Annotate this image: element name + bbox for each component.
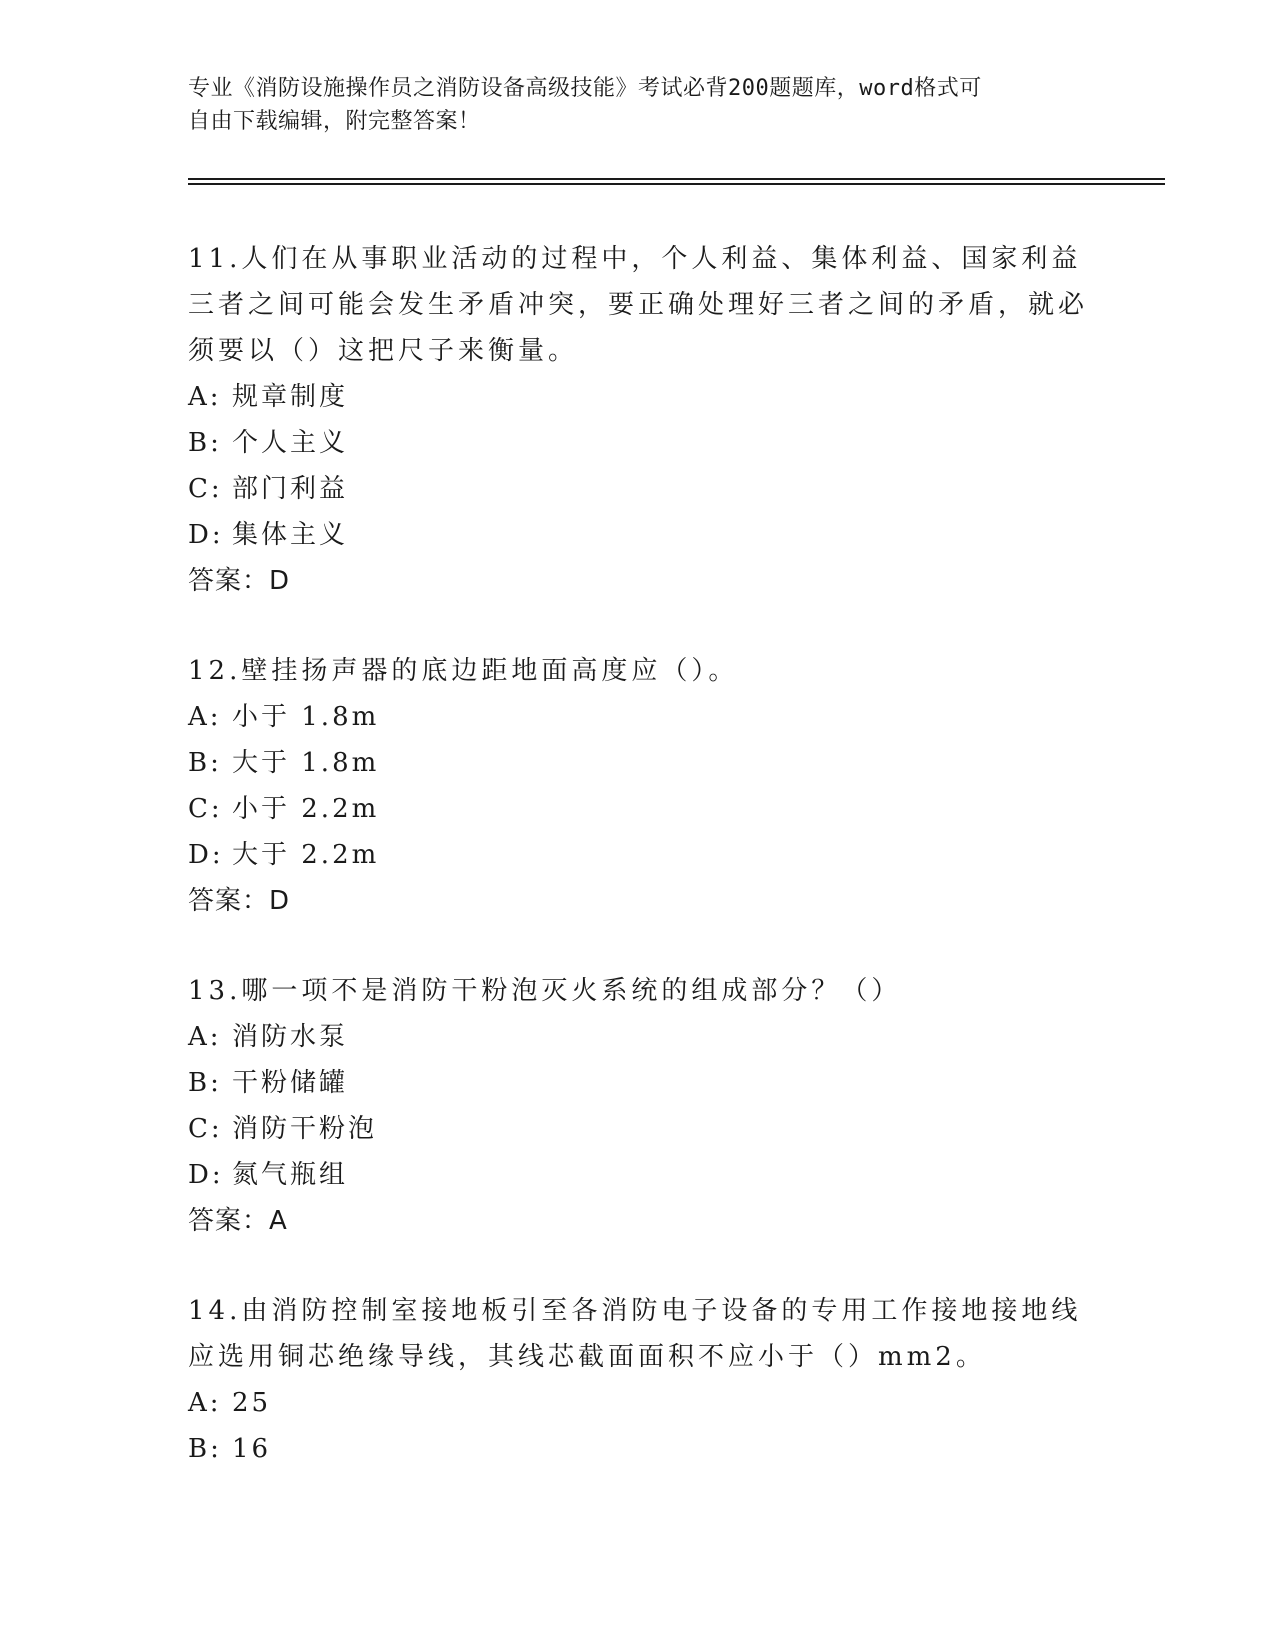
option-text: 消防干粉泡: [232, 1114, 378, 1144]
option-a: [188, 1014, 1088, 1060]
option-text: 集体主义: [232, 520, 349, 550]
option-d: [188, 832, 1088, 878]
option-letter: B:: [188, 1434, 222, 1464]
option-d: [188, 1152, 1088, 1198]
option-text: 小于 2.2m: [232, 794, 380, 824]
option-letter: B:: [188, 748, 222, 778]
option-letter: B:: [188, 1068, 222, 1098]
question-14: [188, 1288, 1088, 1472]
option-b: [188, 740, 1088, 786]
answer-line: 答案：A: [188, 1206, 288, 1236]
option-letter: A:: [188, 382, 222, 412]
option-text: 规章制度: [232, 382, 349, 412]
option-text: 大于 2.2m: [232, 840, 380, 870]
question-11: [188, 236, 1088, 604]
option-text: 小于 1.8m: [232, 702, 380, 732]
option-c: [188, 786, 1088, 832]
option-letter: D:: [188, 1160, 224, 1190]
option-a: [188, 374, 1088, 420]
header-line-2: 自由下载编辑，附完整答案！: [188, 109, 481, 134]
option-c: [188, 1106, 1088, 1152]
option-letter: B:: [188, 428, 222, 458]
option-text: 干粉储罐: [232, 1068, 349, 1098]
option-text: 25: [232, 1388, 272, 1418]
header-line-1: 专业《消防设施操作员之消防设备高级技能》考试必背200题题库，word格式可: [188, 76, 982, 101]
option-text: 大于 1.8m: [232, 748, 380, 778]
option-c: [188, 466, 1088, 512]
question-12: [188, 648, 1088, 924]
question-stem: 13.哪一项不是消防干粉泡灭火系统的组成部分？（）: [188, 976, 902, 1006]
option-d: [188, 512, 1088, 558]
option-text: 消防水泵: [232, 1022, 349, 1052]
option-letter: A:: [188, 702, 222, 732]
option-b: [188, 1426, 1088, 1472]
question-13: [188, 968, 1088, 1244]
option-text: 16: [232, 1434, 272, 1464]
option-letter: C:: [188, 1114, 223, 1144]
option-letter: C:: [188, 474, 223, 504]
option-letter: D:: [188, 520, 224, 550]
option-letter: A:: [188, 1388, 222, 1418]
answer-line: 答案：D: [188, 566, 291, 596]
option-a: [188, 694, 1088, 740]
question-stem: 11.人们在从事职业活动的过程中，个人利益、集体利益、国家利益三者之间可能会发生矛盾冲突，要正确处理好三者之间的矛盾，就必须要以（）这把尺子来衡量。: [188, 244, 1089, 366]
document-header: [188, 72, 1088, 138]
option-text: 氮气瓶组: [232, 1160, 349, 1190]
option-b: [188, 1060, 1088, 1106]
option-letter: C:: [188, 794, 223, 824]
option-b: [188, 420, 1088, 466]
option-text: 个人主义: [232, 428, 349, 458]
option-letter: D:: [188, 840, 224, 870]
question-stem: 12.壁挂扬声器的底边距地面高度应（）。: [188, 656, 739, 686]
option-a: [188, 1380, 1088, 1426]
header-divider-top: [188, 178, 1165, 180]
option-text: 部门利益: [232, 474, 349, 504]
question-list: [188, 236, 1088, 1516]
question-stem: 14.由消防控制室接地板引至各消防电子设备的专用工作接地接地线应选用铜芯绝缘导线，其线芯截面面积不应小于（）mm2。: [188, 1296, 1082, 1372]
answer-line: 答案：D: [188, 886, 291, 916]
option-letter: A:: [188, 1022, 222, 1052]
header-divider-bottom: [188, 183, 1165, 185]
